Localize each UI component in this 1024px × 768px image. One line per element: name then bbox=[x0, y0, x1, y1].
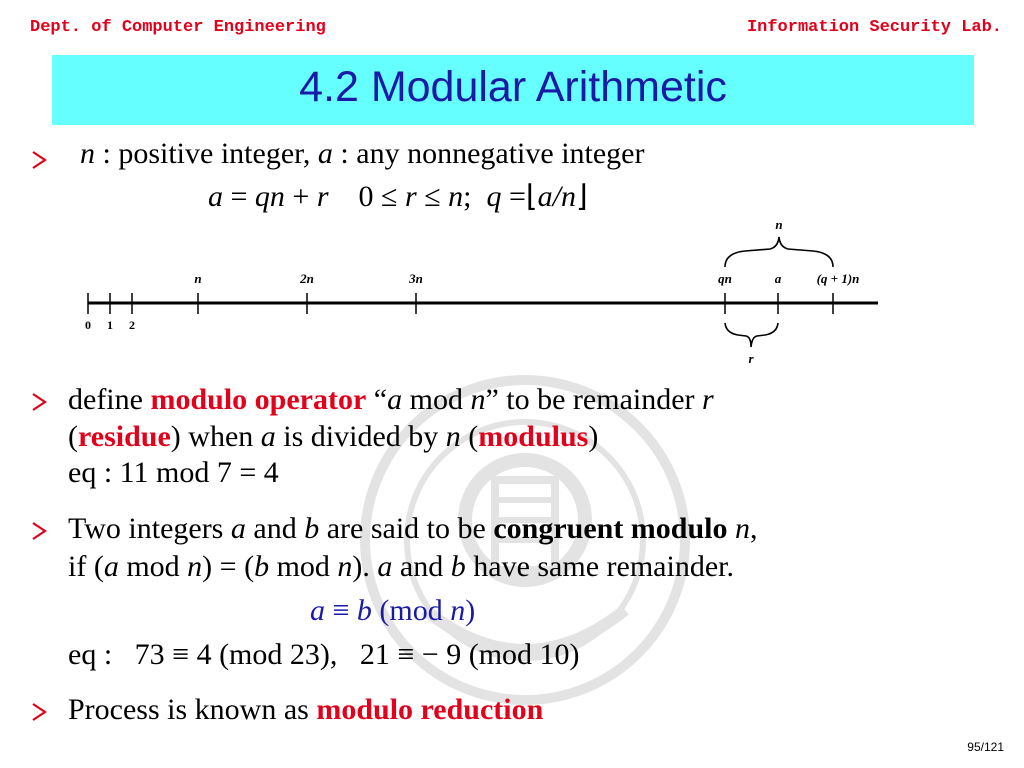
term-congruent-modulo: congruent modulo bbox=[493, 512, 728, 545]
label-qn: qn bbox=[718, 271, 732, 286]
bullet2-line2: (residue) when a is divided by n (modulus) bbox=[68, 420, 599, 453]
bullet1-line1: n : positive integer, a : any nonnegative integer bbox=[80, 137, 645, 170]
label-q-plus-1-n: (q + 1)n bbox=[816, 271, 860, 286]
label-a: a bbox=[774, 271, 782, 286]
label-1: 1 bbox=[107, 318, 113, 332]
arrow-bullet-icon bbox=[30, 519, 48, 543]
term-modulo-operator: modulo operator bbox=[150, 383, 367, 416]
label-0: 0 bbox=[85, 318, 91, 332]
arrow-bullet-icon bbox=[30, 148, 48, 172]
header-lab: Information Security Lab. bbox=[746, 18, 1002, 37]
number-line-figure bbox=[70, 215, 890, 370]
division-formula: a = qn + r 0 ≤ r ≤ n; q =⌊a/n⌋ bbox=[208, 180, 588, 213]
term-modulus: modulus bbox=[478, 420, 589, 453]
page-number: 95/121 bbox=[967, 740, 1004, 754]
bullet4-line1: Process is known as modulo reduction bbox=[68, 693, 544, 726]
arrow-bullet-icon bbox=[30, 700, 48, 724]
bullet2-line1: define modulo operator “a mod n” to be remainder r bbox=[68, 383, 714, 416]
bullet3-line2: if (a mod n) = (b mod n). a and b have same remainder. bbox=[68, 550, 734, 583]
header-dept: Dept. of Computer Engineering bbox=[30, 18, 326, 37]
brace-bottom-label: r bbox=[748, 351, 754, 366]
label-2: 2 bbox=[129, 318, 135, 332]
title-band bbox=[52, 55, 974, 125]
arrow-bullet-icon bbox=[30, 390, 48, 414]
brace-bottom bbox=[725, 323, 778, 347]
label-3n: 3n bbox=[409, 271, 423, 286]
brace-top bbox=[725, 237, 833, 267]
congruence-formula: a ≡ b (mod n) bbox=[310, 594, 476, 627]
slide-title: 4.2 Modular Arithmetic bbox=[299, 63, 727, 111]
bullet2-example: eq : 11 mod 7 = 4 bbox=[68, 456, 279, 489]
brace-top-label: n bbox=[775, 217, 783, 232]
bullet3-line1: Two integers a and b are said to be congruent modulo n, bbox=[68, 512, 758, 545]
term-modulo-reduction: modulo reduction bbox=[316, 693, 544, 726]
bullet3-example: eq : 73 ≡ 4 (mod 23), 21 ≡ − 9 (mod 10) bbox=[68, 638, 580, 671]
term-residue: residue bbox=[78, 420, 171, 453]
label-n: n bbox=[194, 271, 202, 286]
label-2n: 2n bbox=[300, 271, 314, 286]
